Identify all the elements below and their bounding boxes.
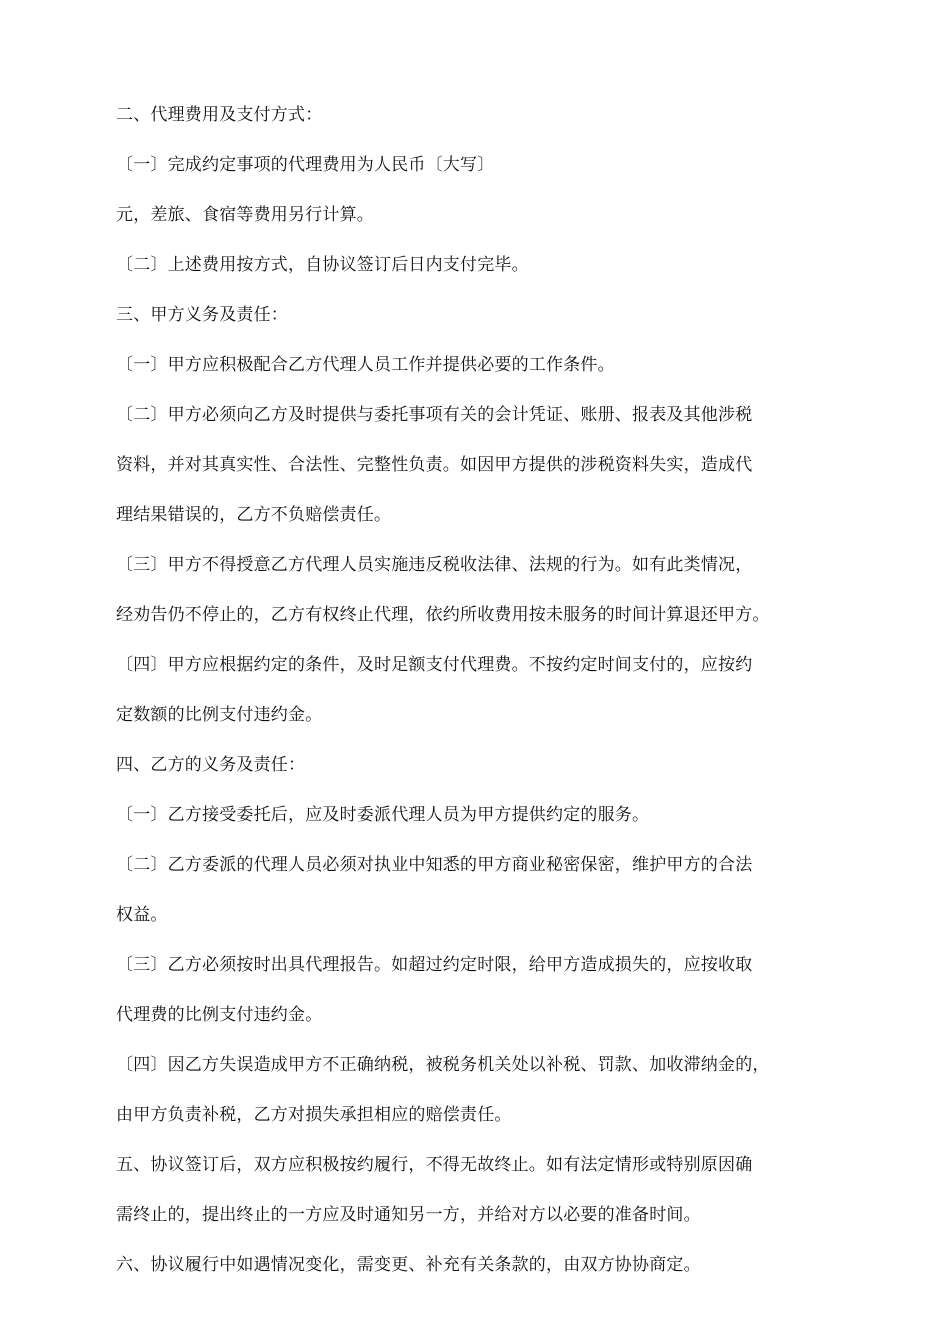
paragraph-line: 理结果错误的，乙方不负赔偿责任。 [116,505,392,525]
paragraph-line: 元，差旅、食宿等费用另行计算。 [116,205,374,225]
document-body [116,98,846,1298]
paragraph-line: 需终止的，提出终止的一方应及时通知另一方，并给对方以必要的准备时间。 [116,1205,701,1225]
paragraph-line: 权益。 [116,905,168,925]
section-heading-fees: 二、代理费用及支付方式： [116,105,323,125]
paragraph-line: 代理费的比例支付违约金。 [116,1005,323,1025]
paragraph-line: 〔三〕乙方必须按时出具代理报告。如超过约定时限，给甲方造成损失的，应按收取 [116,955,753,975]
paragraph-line: 〔四〕因乙方失误造成甲方不正确纳税，被税务机关处以补税、罚款、加收滞纳金的， [116,1055,770,1075]
paragraph-line: 〔一〕乙方接受委托后，应及时委派代理人员为甲方提供约定的服务。 [116,805,650,825]
paragraph-line: 〔四〕甲方应根据约定的条件，及时足额支付代理费。不按约定时间支付的，应按约 [116,655,753,675]
paragraph-line: 〔二〕乙方委派的代理人员必须对执业中知悉的甲方商业秘密保密，维护甲方的合法 [116,855,753,875]
section-heading-party-a: 三、甲方义务及责任： [116,305,288,325]
paragraph-line: 〔二〕甲方必须向乙方及时提供与委托事项有关的会计凭证、账册、报表及其他涉税 [116,405,753,425]
paragraph-line: 由甲方负责补税，乙方对损失承担相应的赔偿责任。 [116,1105,512,1125]
paragraph-line: 〔三〕甲方不得授意乙方代理人员实施违反税收法律、法规的行为。如有此类情况， [116,555,753,575]
paragraph-line: 〔二〕上述费用按方式，自协议签订后日内支付完毕。 [116,255,529,275]
section-heading-amendments: 六、协议履行中如遇情况变化，需变更、补充有关条款的，由双方协协商定。 [116,1255,701,1275]
section-heading-party-b: 四、乙方的义务及责任： [116,755,306,775]
paragraph-line: 资料，并对其真实性、合法性、完整性负责。如因甲方提供的涉税资料失实，造成代 [116,455,753,475]
section-heading-termination: 五、协议签订后，双方应积极按约履行，不得无故终止。如有法定情形或特别原因确 [116,1155,753,1175]
paragraph-line: 〔一〕甲方应积极配合乙方代理人员工作并提供必要的工作条件。 [116,355,615,375]
paragraph-line: 经劝告仍不停止的，乙方有权终止代理，依约所收费用按未服务的时间计算退还甲方。 [116,605,770,625]
paragraph-line: 〔一〕完成约定事项的代理费用为人民币〔大写〕 [116,155,495,175]
paragraph-line: 定数额的比例支付违约金。 [116,705,323,725]
